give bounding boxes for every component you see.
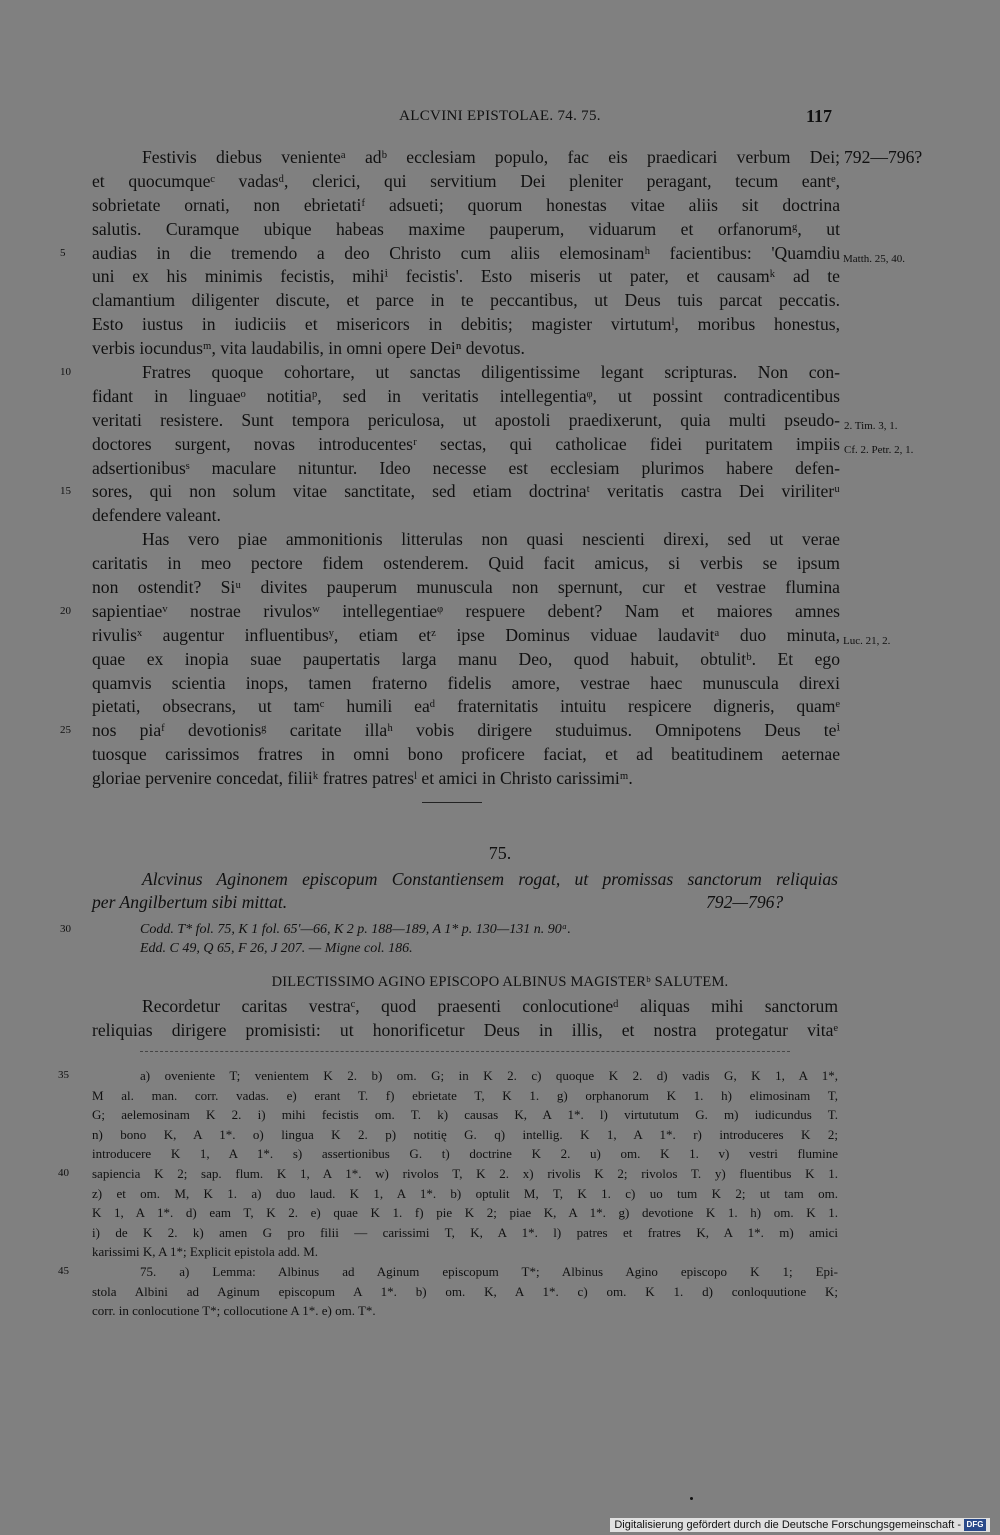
salutation: DILECTISSIMO AGINO EPISCOPO ALBINUS MAGISTERᵇ SALUTEM. <box>271 974 729 990</box>
scan-speck <box>690 1497 693 1500</box>
margin-reference: 2. Tim. 3, 1. <box>844 419 898 432</box>
text-line: Has vero piae ammonitionis litterulas non quasi nescienti direxi, sed ut verae <box>142 529 840 550</box>
section-divider <box>422 802 482 803</box>
line-number: 25 <box>60 724 71 737</box>
text-line: 15 sores, qui non solum vitae sanctitate, sed etiam doctrinaᵗ veritatis castra Dei viriliterᵘ <box>92 480 840 504</box>
text-line: clamantium diligenter discute, et parce in te peccantibus, ut Deus tuis parcat peccatis. <box>92 290 840 311</box>
footnote-line: stola Albini ad Aginum episcopum A 1*. b) om. K, A 1*. c) om. K 1. d) conloquutione K; <box>92 1283 838 1299</box>
text-line: sobrietate ornati, non ebrietatiᶠ adsueti; quorum honestas vitae aliis sit doctrina <box>92 194 840 215</box>
footnote-line: introducere K 1, A 1*. s) assertionibus G. t) doctrine K 2. u) om. K 1. v) vestri flumine <box>92 1146 838 1162</box>
line-number: 40 <box>58 1166 69 1179</box>
line-number: 45 <box>58 1264 69 1277</box>
footnote-line: M al. man. corr. vadas. e) erant T. f) ebrietate T, K 1. g) orphanorum K 1. h) elimosinam T, <box>92 1087 838 1103</box>
dfg-logo: DFG <box>964 1519 986 1531</box>
codices-line: 30 Codd. T* fol. 75, K 1 fol. 65'—66, K 2 p. 188—189, A 1* p. 130—131 n. 90ᵃ. <box>60 922 571 937</box>
letter-74-text <box>60 146 923 791</box>
text-line: veritati resistere. Sunt tempora periculosa, ut apostoli praedixerunt, quia multi pseudo- 2. Tim. 3, 1. <box>92 409 840 433</box>
text-line: 20 sapientiaeᵛ nostrae rivulosʷ intellegentiaeᵠ respuere debent? Nam et maiores amnes <box>92 600 840 624</box>
text-line: 5 audias in die tremendo a deo Christo cum aliis elemosinamʰ facientibus: 'Quamdiu Matth. 25, 40. <box>92 242 840 266</box>
text-line: quae ex inopia suae paupertatis larga manu Deo, quod habuit, obtulitᵇ. Et ego <box>92 648 840 669</box>
footnotes <box>58 1066 838 1321</box>
letter-argument <box>92 868 838 914</box>
text-line: non ostendit? Siᵘ divites pauperum munuscula non spernunt, cur et vestrae flumina <box>92 577 840 598</box>
text-line: rivulisˣ augentur influentibusʸ, etiam etᶻ ipse Dominus viduae laudavitᵃ duo minuta, Luc. 21, 2. <box>92 624 840 648</box>
footnote-line: G; aelemosinam K 2. i) mihi fecistis om. T. k) causas K, A 1*. l) virtututum G. m) iudicundus T. <box>92 1107 838 1123</box>
argument-date: 792—796? <box>706 892 784 912</box>
text-line: uni ex his minimis fecistis, mihiⁱ fecistis'. Esto miseris ut pater, et causamᵏ ad te <box>92 266 840 287</box>
footnote-line: 45 75. a) Lemma: Albinus ad Aginum episcopum T*; Albinus Agino episcopo K 1; Epi- <box>92 1262 838 1282</box>
footnote-line: i) de K 2. k) amen G pro filii — carissimi T, K, A 1*. l) patres et fratres K, A 1*. m) amici <box>92 1224 838 1240</box>
footnote-line: 35 a) oveniente T; venientem K 2. b) om. G; in K 2. c) quoque K 2. d) vadis G, K 1, A 1*, <box>92 1066 838 1086</box>
margin-reference: Cf. 2. Petr. 2, 1. <box>844 443 914 456</box>
text-line: reliquias dirigere promisisti: ut honorificetur Deus in illis, et nostra protegatur vitaᵉ <box>92 1020 838 1040</box>
text-line: caritatis in meo pectore fidem ostenderem. Quid facit amicus, si verbis se ipsum <box>92 553 840 574</box>
date-margin: 792—796? <box>844 147 923 167</box>
manuscript-sources <box>60 920 838 958</box>
line-number: 15 <box>60 485 71 498</box>
argument-line: Alcvinus Aginonem episcopum Constantiensem rogat, ut promissas sanctorum reliquias <box>142 869 838 889</box>
text-line: salutis. Curamque ubique habeas maxime pauperum, viduarum et orfanorumᵍ, ut <box>92 218 840 239</box>
text-line: Recordetur caritas vestraᶜ, quod praesenti conlocutioneᵈ aliquas mihi sanctorum <box>142 996 838 1016</box>
line-number: 10 <box>60 366 71 379</box>
letter-75-text <box>92 994 838 1042</box>
text-line: Esto iustus in iudiciis et misericors in debitis; magister virtutumˡ, moribus honestus, <box>92 314 840 335</box>
text-line: pietati, obsecrans, ut tamᶜ humili eaᵈ fraternitatis intuitu respicere digneris, quamᵉ <box>92 696 840 717</box>
line-number: 5 <box>60 246 66 259</box>
digitization-credit: Digitalisierung gefördert durch die Deutsche Forschungsgemeinschaft - DFG <box>610 1518 990 1532</box>
text-line: adsertionibusˢ maculare nituntur. Ideo necesse est ecclesiam plurimos habere defen- <box>92 457 840 478</box>
running-title: ALCVINI EPISTOLAE. 74. 75. <box>399 108 601 124</box>
text-line: tuosque carissimos fratres in omni bono proficere faciat, et ad beatitudinem aeternae <box>92 744 840 765</box>
letter-number: 75. <box>488 843 512 863</box>
text-line: Festivis diebus venienteᵃ adᵇ ecclesiam populo, fac eis praedicari verbum Dei; 792—796? <box>92 146 840 170</box>
footnote-line: corr. in conlocutione T*; collocutione A 1*. e) om. T*. <box>92 1303 376 1319</box>
footnote-line: 40 sapiencia K 2; sap. flum. K 1, A 1*. w) rivolos T, K 2. x) rivolis K 2; rivolos T. y) fluentibus K 1. <box>92 1164 838 1184</box>
text-line: defendere valeant. <box>92 505 221 526</box>
margin-reference: Luc. 21, 2. <box>843 634 891 647</box>
footnote-line: karissimi K, A 1*; Explicit epistola add. M. <box>92 1244 319 1260</box>
line-number: 20 <box>60 604 71 617</box>
text-line: et quocumqueᶜ vadasᵈ, clerici, qui servitium Dei pleniter peragant, tecum eantᵉ, <box>92 170 840 191</box>
line-number: 35 <box>58 1069 69 1081</box>
footnote-line: n) bono K, A 1*. o) lingua K 2. p) notitię G. q) intellig. K 1, A 1*. r) introduceres K 2; <box>92 1126 838 1142</box>
text-line: doctores surgent, novas introducentesʳ sectas, qui catholicae fidei puritatem impiis Cf. 2. Petr. 2, 1. <box>92 433 840 457</box>
text-line: 10 Fratres quoque cohortare, ut sanctas diligentissime legant scripturas. Non con- <box>92 361 840 385</box>
footnote-separator <box>140 1051 790 1052</box>
footnote-line: z) et om. M, K 1. a) duo laud. K 1, A 1*. b) optulit M, T, K 1. c) uo tum K 2; ut tam om. <box>92 1185 838 1201</box>
argument-line: per Angilbertum sibi mittat. 792—796? <box>92 892 784 912</box>
footnote-line: K 1, A 1*. d) eam T, K 2. e) quae K 1. f) pie K 2; piae K, A 1*. g) devotione K 1. h) om. K 1. <box>92 1205 838 1221</box>
text-line: quamvis scientia inops, tamen fraterno fidelis amore, vestrae haec munuscula direxi <box>92 672 840 693</box>
margin-reference: Matth. 25, 40. <box>843 252 906 265</box>
line-number: 30 <box>60 923 71 935</box>
text-line: fidant in linguaeᵒ notitiaᵖ, sed in veritatis intellegentiaᵠ, ut possint contradicentibus <box>92 385 840 406</box>
text-line: 25 nos piaᶠ devotionisᵍ caritate illaʰ vobis dirigere studuimus. Omnipotens Deus teⁱ <box>92 719 840 743</box>
text-line: gloriae pervenire concedat, filiiᵏ fratres patresˡ et amici in Christo carissimiᵐ. <box>92 768 633 789</box>
page-number: 117 <box>806 106 833 126</box>
editions-line: Edd. C 49, Q 65, F 26, J 207. — Migne col. 186. <box>140 941 413 956</box>
text-line: verbis iocundusᵐ, vita laudabilis, in omni opere Deiⁿ devotus. <box>92 338 525 359</box>
